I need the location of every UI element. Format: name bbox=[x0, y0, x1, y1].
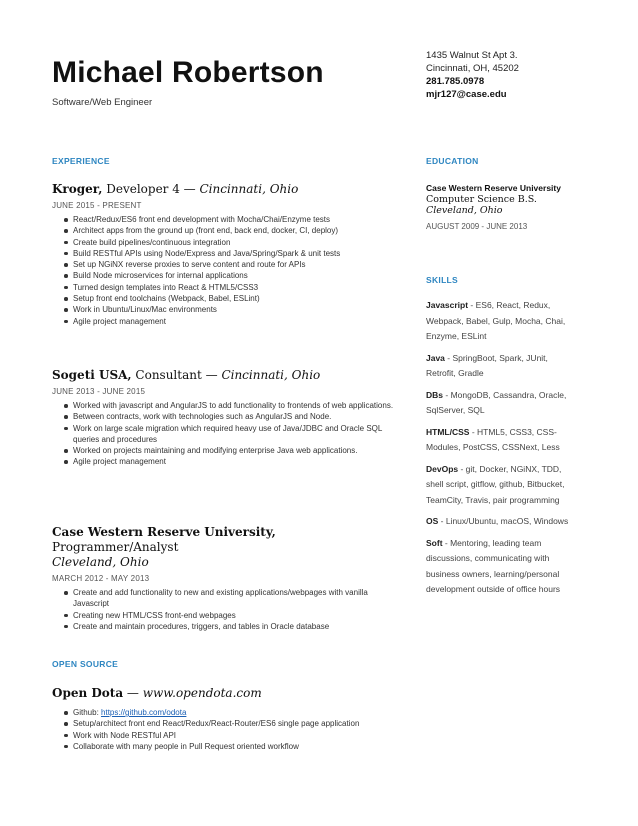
project-site: www.opendota.com bbox=[142, 686, 262, 700]
bullet: Collaborate with many people in Pull Request oriented workflow bbox=[64, 741, 397, 752]
education-entry bbox=[426, 183, 586, 231]
job-bullets bbox=[52, 587, 397, 632]
job-title bbox=[52, 368, 397, 383]
job-location: Cincinnati, Ohio bbox=[221, 368, 321, 382]
job-dates: JUNE 2015 - PRESENT bbox=[52, 201, 142, 210]
contact-block bbox=[426, 49, 519, 101]
skill-items: - Linux/Ubuntu, macOS, Windows bbox=[438, 516, 569, 526]
project-name: Open Dota bbox=[52, 686, 124, 700]
skills-list bbox=[426, 298, 574, 604]
bullet bbox=[64, 707, 397, 718]
skills-heading: SKILLS bbox=[426, 275, 459, 285]
bullet: Between contracts, work with technologies such as AngularJS and Node. bbox=[64, 411, 397, 422]
edu-school: Case Western Reserve University bbox=[426, 183, 561, 193]
bullet: Build RESTful APIs using Node/Express and Java/Spring/Spark & unit tests bbox=[64, 248, 397, 259]
bullet: Create and maintain procedures, triggers, and tables in Oracle database bbox=[64, 621, 397, 632]
skill-entry bbox=[426, 514, 574, 530]
job-location: Cincinnati, Ohio bbox=[199, 182, 299, 196]
bullet: Worked on projects maintaining and modifying enterprise Java web applications. bbox=[64, 445, 397, 456]
job-bullets bbox=[52, 400, 397, 468]
phone: 281.785.0978 bbox=[426, 76, 485, 87]
skill-entry bbox=[426, 536, 574, 598]
job-role: Developer 4 — bbox=[102, 182, 200, 196]
bullet: Setup/architect front end React/Redux/React-Router/ES6 single page application bbox=[64, 718, 397, 729]
skill-name: Java bbox=[426, 352, 445, 363]
job-title bbox=[52, 182, 397, 197]
bullet: Architect apps from the ground up (front end, back end, docker, CI, deploy) bbox=[64, 225, 397, 236]
skill-entry bbox=[426, 462, 574, 509]
skill-entry bbox=[426, 351, 574, 382]
project-title bbox=[52, 686, 397, 701]
skill-name: Javascript bbox=[426, 300, 469, 310]
skill-name: Soft bbox=[426, 537, 443, 548]
skill-name: HTML/CSS bbox=[426, 426, 470, 437]
bullet: Agile project management bbox=[64, 316, 397, 327]
bullet: Work with Node RESTful API bbox=[64, 730, 397, 741]
bullet: Work in Ubuntu/Linux/Mac environments bbox=[64, 304, 397, 315]
job-dates: JUNE 2013 - JUNE 2015 bbox=[52, 387, 146, 396]
skill-items: - Mentoring, leading team discussions, communicating with business owners, learning/personal development outside of office hours bbox=[426, 537, 561, 594]
project-bullets bbox=[52, 707, 397, 752]
email: mjr127@case.edu bbox=[426, 89, 507, 100]
bullet: React/Redux/ES6 front end development with Mocha/Chai/Enzyme tests bbox=[64, 214, 397, 225]
bullet: Creating new HTML/CSS front-end webpages bbox=[64, 610, 397, 621]
job-org: Sogeti USA, bbox=[52, 368, 132, 382]
skill-entry bbox=[426, 298, 574, 345]
skill-name: OS bbox=[426, 516, 439, 526]
job-role: Programmer/Analyst bbox=[52, 540, 179, 554]
skill-items: - SpringBoot, Spark, JUnit, Retrofit, Gradle bbox=[426, 352, 548, 378]
job-role: Consultant — bbox=[131, 368, 222, 382]
bullet: Create build pipelines/continuous integration bbox=[64, 237, 397, 248]
job-location-line bbox=[52, 555, 397, 570]
project-separator: — bbox=[123, 686, 143, 700]
skill-name: DBs bbox=[426, 389, 444, 400]
job-sogeti bbox=[52, 368, 397, 468]
bullet: Set up NGiNX reverse proxies to serve content and route for APIs bbox=[64, 259, 397, 270]
candidate-title: Software/Web Engineer bbox=[52, 97, 153, 108]
job-org: Kroger, bbox=[52, 182, 103, 196]
skill-items: - ES6, React, Redux, Webpack, Babel, Gulp, Mocha, Chai, Enzyme, ESLint bbox=[426, 300, 566, 341]
job-kroger bbox=[52, 182, 397, 327]
skill-items: - MongoDB, Cassandra, Oracle, SqlServer, SQL bbox=[426, 389, 567, 415]
job-org: Case Western Reserve University, bbox=[52, 525, 276, 539]
job-location: Cleveland, Ohio bbox=[52, 555, 149, 569]
bullet: Agile project management bbox=[64, 456, 397, 467]
address-line-1: 1435 Walnut St Apt 3. bbox=[426, 50, 518, 61]
candidate-name: Michael Robertson bbox=[52, 56, 324, 89]
github-label: Github: bbox=[73, 708, 102, 717]
skill-items: - git, Docker, NGiNX, TDD, shell script, gitflow, github, Bitbucket, TeamCity, Travis, pair programming bbox=[426, 463, 565, 505]
bullet: Work on large scale migration which required heavy use of Java/JDBC and Oracle SQL queries and procedures bbox=[64, 423, 397, 446]
bullet: Build Node microservices for internal applications bbox=[64, 270, 397, 281]
open-source-heading: OPEN SOURCE bbox=[52, 659, 119, 669]
job-bullets bbox=[52, 214, 397, 327]
job-case-western bbox=[52, 525, 397, 632]
bullet: Worked with javascript and AngularJS to add functionality to frontends of web applications. bbox=[64, 400, 397, 411]
education-heading: EDUCATION bbox=[426, 156, 479, 166]
edu-dates: AUGUST 2009 - JUNE 2013 bbox=[426, 221, 528, 231]
bullet: Turned design templates into React & HTML5/CSS3 bbox=[64, 282, 397, 293]
bullet: Create and add functionality to new and existing applications/webpages with vanilla Javascript bbox=[64, 587, 397, 610]
job-title bbox=[52, 525, 397, 555]
github-link[interactable]: https://github.com/odota bbox=[101, 708, 187, 717]
skill-name: DevOps bbox=[426, 463, 459, 474]
skill-entry bbox=[426, 425, 574, 456]
address-line-2: Cincinnati, OH, 45202 bbox=[426, 63, 519, 74]
skill-items: - HTML5, CSS3, CSS-Modules, PostCSS, CSSNext, Less bbox=[426, 426, 560, 452]
skill-entry bbox=[426, 388, 574, 419]
bullet: Setup front end toolchains (Webpack, Babel, ESLint) bbox=[64, 293, 397, 304]
experience-heading: EXPERIENCE bbox=[52, 156, 110, 166]
job-dates: MARCH 2012 - MAY 2013 bbox=[52, 574, 150, 583]
edu-degree: Computer Science B.S. bbox=[426, 193, 537, 205]
open-source-project bbox=[52, 686, 397, 752]
edu-location: Cleveland, Ohio bbox=[426, 204, 503, 216]
